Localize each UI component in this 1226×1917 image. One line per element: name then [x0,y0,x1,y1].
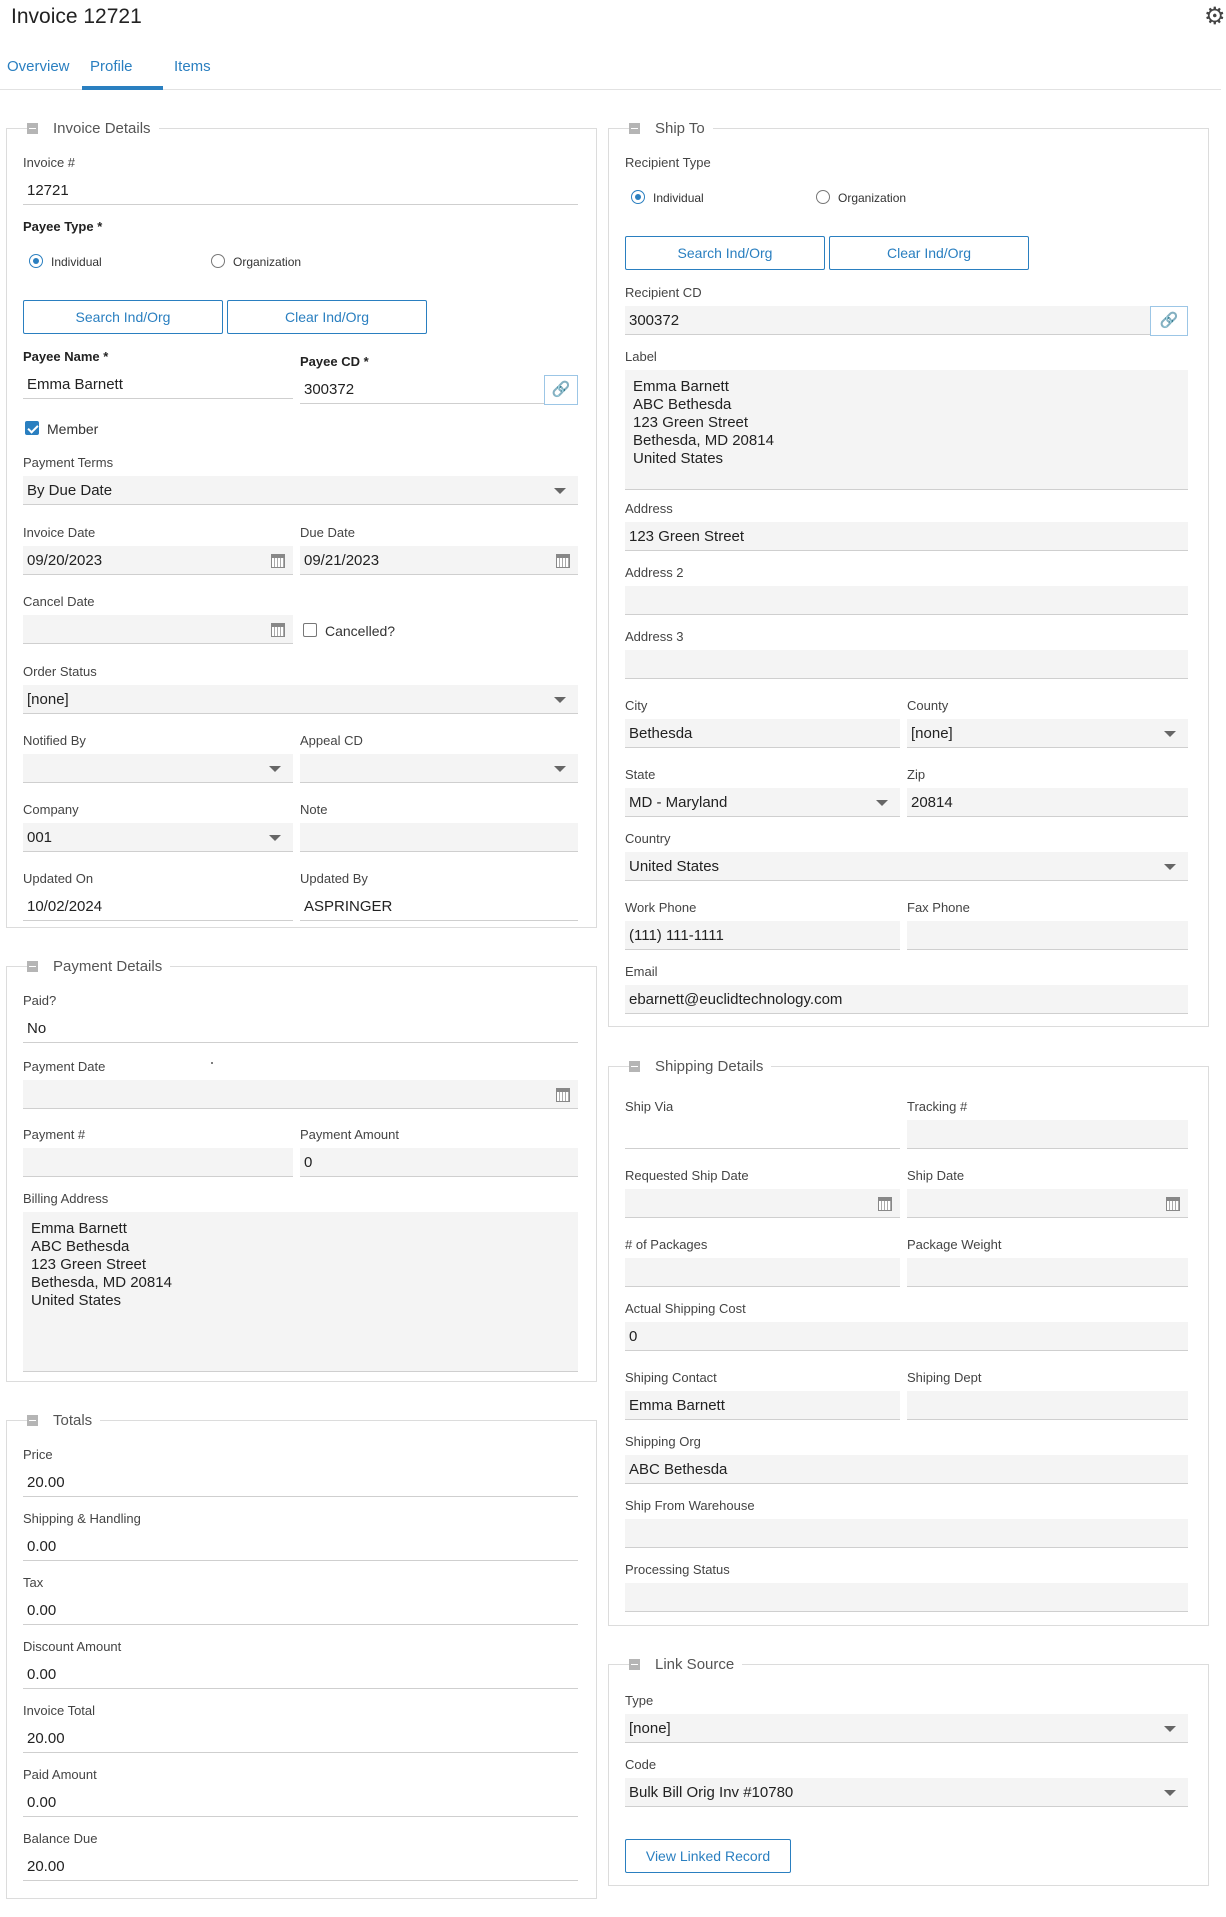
city-field[interactable]: Bethesda [625,719,900,748]
appeal-cd-select[interactable] [300,754,578,783]
recipient-clear-button[interactable]: Clear Ind/Org [829,236,1029,270]
shipping-details-legend[interactable]: Shipping Details [631,1056,771,1078]
paid-field[interactable]: No [23,1014,578,1043]
packages-field[interactable] [625,1258,900,1287]
price-label: Price [23,1447,53,1462]
city-label: City [625,698,648,713]
label-label: Label [625,349,657,364]
address3-label: Address 3 [625,629,684,644]
balance-due-label: Balance Due [23,1831,98,1846]
zip-field[interactable]: 20814 [907,788,1188,817]
billing-address-textarea[interactable]: Emma Barnett ABC Bethesda 123 Green Street Bethesda, MD 20814 United States [23,1212,578,1372]
notified-by-select[interactable] [23,754,293,783]
updated-on-label: Updated On [23,871,94,886]
payment-terms-label: Payment Terms [23,455,114,470]
caret-down-icon [1164,1790,1176,1796]
recipient-cd-label: Recipient CD [625,285,702,300]
tab-profile[interactable]: Profile [82,56,163,90]
processing-status-field[interactable] [625,1583,1188,1612]
paid-amount-field[interactable]: 0.00 [23,1788,578,1817]
tax-field[interactable]: 0.00 [23,1596,578,1625]
address-label: Address [625,501,673,516]
payee-type-label: Payee Type * [23,219,103,234]
county-label: County [907,698,949,713]
note-label: Note [300,802,328,817]
tab-overview[interactable]: Overview [7,58,70,75]
invoice-total-field[interactable]: 20.00 [23,1724,578,1753]
company-label: Company [23,802,79,817]
package-weight-field[interactable] [907,1258,1188,1287]
fax-phone-field[interactable] [907,921,1188,950]
payment-no-field[interactable] [23,1148,293,1177]
invoice-details-panel [6,120,597,928]
cancel-date-label: Cancel Date [23,594,95,609]
zip-label: Zip [907,767,926,782]
link-code-label: Code [625,1757,657,1772]
billing-address-label: Billing Address [23,1191,109,1206]
packages-label: # of Packages [625,1237,708,1252]
order-status-select[interactable]: [none] [23,685,578,714]
cancelled-label: Cancelled? [325,623,396,639]
email-field[interactable]: ebarnett@euclidtechnology.com [625,985,1188,1014]
minus-icon[interactable] [629,1659,640,1670]
requested-ship-date-field[interactable] [625,1189,900,1218]
link-code-select[interactable]: Bulk Bill Orig Inv #10780 [625,1778,1188,1807]
actual-shipping-cost-label: Actual Shipping Cost [625,1301,746,1316]
price-field[interactable]: 20.00 [23,1468,578,1497]
page-title: Invoice 12721 [11,5,142,28]
ship-to-panel [608,120,1209,1027]
address2-field[interactable] [625,586,1188,615]
minus-icon[interactable] [27,123,38,134]
due-date-field[interactable]: 09/21/2023 [300,546,578,575]
caret-down-icon [269,835,281,841]
payee-type-organization-label: Organization [233,255,302,269]
discount-amount-field[interactable]: 0.00 [23,1660,578,1689]
appeal-cd-label: Appeal CD [300,733,363,748]
recipient-type-label: Recipient Type [625,155,711,170]
due-date-label: Due Date [300,525,355,540]
minus-icon[interactable] [27,1415,38,1426]
shipping-dept-field[interactable] [907,1391,1188,1420]
tracking-label: Tracking # [907,1099,968,1114]
fax-phone-label: Fax Phone [907,900,970,915]
ship-from-warehouse-field[interactable] [625,1519,1188,1548]
link-source-panel [608,1656,1209,1886]
payment-terms-select[interactable]: By Due Date [23,476,578,505]
calendar-icon[interactable] [1166,1197,1180,1211]
payee-name-label: Payee Name * [23,349,109,364]
payee-cd-label: Payee CD * [300,354,369,369]
minus-icon[interactable] [629,1061,640,1072]
invoice-date-label: Invoice Date [23,525,96,540]
caret-down-icon [876,800,888,806]
member-label: Member [47,421,99,437]
state-select[interactable]: MD - Maryland [625,788,900,817]
caret-down-icon [554,488,566,494]
tax-label: Tax [23,1575,44,1590]
payee-type-organization-radio[interactable] [211,254,225,268]
work-phone-label: Work Phone [625,900,697,915]
calendar-icon[interactable] [556,554,570,568]
shipping-contact-field[interactable]: Emma Barnett [625,1391,900,1420]
recipient-type-individual-label: Individual [653,191,704,205]
payment-date-label: Payment Date [23,1059,106,1074]
payee-search-button[interactable]: Search Ind/Org [23,300,223,334]
ship-via-field[interactable] [625,1120,900,1149]
cancelled-checkbox[interactable] [303,623,317,637]
shipping-handling-label: Shipping & Handling [23,1511,141,1526]
caret-down-icon [269,766,281,772]
company-select[interactable]: 001 [23,823,293,852]
tab-items[interactable]: Items [174,58,211,75]
recipient-cd-field[interactable]: 300372 [625,306,1159,335]
shipping-dept-label: Shiping Dept [907,1370,982,1385]
calendar-icon[interactable] [556,1088,570,1102]
page-header [0,0,1226,90]
invoice-no-field[interactable]: 12721 [23,176,578,205]
calendar-icon[interactable] [271,554,285,568]
link-icon[interactable]: 🔗 [1150,306,1188,336]
payee-clear-button[interactable]: Clear Ind/Org [227,300,427,334]
payment-details-panel [6,958,597,1382]
invoice-date-field[interactable]: 09/20/2023 [23,546,293,575]
view-linked-record-button[interactable]: View Linked Record [625,1839,791,1873]
caret-down-icon [554,697,566,703]
updated-on-field[interactable]: 10/02/2024 [23,892,293,921]
payment-details-legend[interactable]: Payment Details [29,956,170,978]
state-label: State [625,767,656,782]
calendar-icon[interactable] [878,1197,892,1211]
order-status-label: Order Status [23,664,97,679]
totals-panel [6,1412,597,1899]
payee-type-individual-label: Individual [51,255,102,269]
ship-date-label: Ship Date [907,1168,965,1183]
calendar-icon[interactable] [271,623,285,637]
caret-down-icon [554,766,566,772]
payee-name-field[interactable]: Emma Barnett [23,370,293,399]
ship-to-legend[interactable]: Ship To [631,118,713,140]
shipping-org-field[interactable]: ABC Bethesda [625,1455,1188,1484]
payment-date-field[interactable] [23,1080,578,1109]
invoice-details-legend[interactable]: Invoice Details [29,118,159,140]
ship-via-label: Ship Via [625,1099,674,1114]
discount-amount-label: Discount Amount [23,1639,122,1654]
invoice-no-label: Invoice # [23,155,76,170]
member-checkbox[interactable] [25,421,39,435]
country-select[interactable]: United States [625,852,1188,881]
payment-amount-label: Payment Amount [300,1127,399,1142]
requested-ship-date-label: Requested Ship Date [625,1168,749,1183]
gear-icon[interactable]: ⚙ [1204,3,1226,30]
invoice-total-label: Invoice Total [23,1703,96,1718]
paid-label: Paid? [23,993,57,1008]
paid-amount-label: Paid Amount [23,1767,97,1782]
email-label: Email [625,964,658,979]
caret-down-icon [1164,864,1176,870]
label-textarea[interactable]: Emma Barnett ABC Bethesda 123 Green Street Bethesda, MD 20814 United States [625,370,1188,490]
country-label: Country [625,831,671,846]
ship-from-warehouse-label: Ship From Warehouse [625,1498,755,1513]
recipient-type-organization-label: Organization [838,191,907,205]
recipient-search-button[interactable]: Search Ind/Org [625,236,825,270]
address3-field[interactable] [625,650,1188,679]
shipping-details-panel [608,1058,1209,1626]
address2-label: Address 2 [625,565,684,580]
link-type-select[interactable]: [none] [625,1714,1188,1743]
shipping-handling-field[interactable]: 0.00 [23,1532,578,1561]
link-type-label: Type [625,1693,654,1708]
updated-by-field[interactable]: ASPRINGER [300,892,578,921]
dot-mark [211,1062,213,1064]
minus-icon[interactable] [629,123,640,134]
notified-by-label: Notified By [23,733,86,748]
payee-type-individual-radio[interactable] [29,254,43,268]
minus-icon[interactable] [27,961,38,972]
link-icon[interactable]: 🔗 [544,375,578,405]
link-source-legend[interactable]: Link Source [631,1654,742,1676]
tracking-field[interactable] [907,1120,1188,1149]
processing-status-label: Processing Status [625,1562,730,1577]
address-field[interactable]: 123 Green Street [625,522,1188,551]
shipping-contact-label: Shiping Contact [625,1370,717,1385]
caret-down-icon [1164,1726,1176,1732]
cancel-date-field[interactable] [23,615,293,644]
payment-amount-field[interactable]: 0 [300,1148,578,1177]
work-phone-field[interactable]: (111) 111-1111 [625,921,900,950]
county-select[interactable]: [none] [907,719,1188,748]
shipping-org-label: Shipping Org [625,1434,701,1449]
recipient-type-individual-radio[interactable] [631,190,645,204]
updated-by-label: Updated By [300,871,368,886]
caret-down-icon [1164,731,1176,737]
ship-date-field[interactable] [907,1189,1188,1218]
balance-due-field[interactable]: 20.00 [23,1852,578,1881]
payee-cd-field[interactable]: 300372 [300,375,544,404]
actual-shipping-cost-field[interactable]: 0 [625,1322,1188,1351]
package-weight-label: Package Weight [907,1237,1002,1252]
totals-legend[interactable]: Totals [29,1410,100,1432]
recipient-type-organization-radio[interactable] [816,190,830,204]
note-field[interactable] [300,823,578,852]
payment-no-label: Payment # [23,1127,86,1142]
